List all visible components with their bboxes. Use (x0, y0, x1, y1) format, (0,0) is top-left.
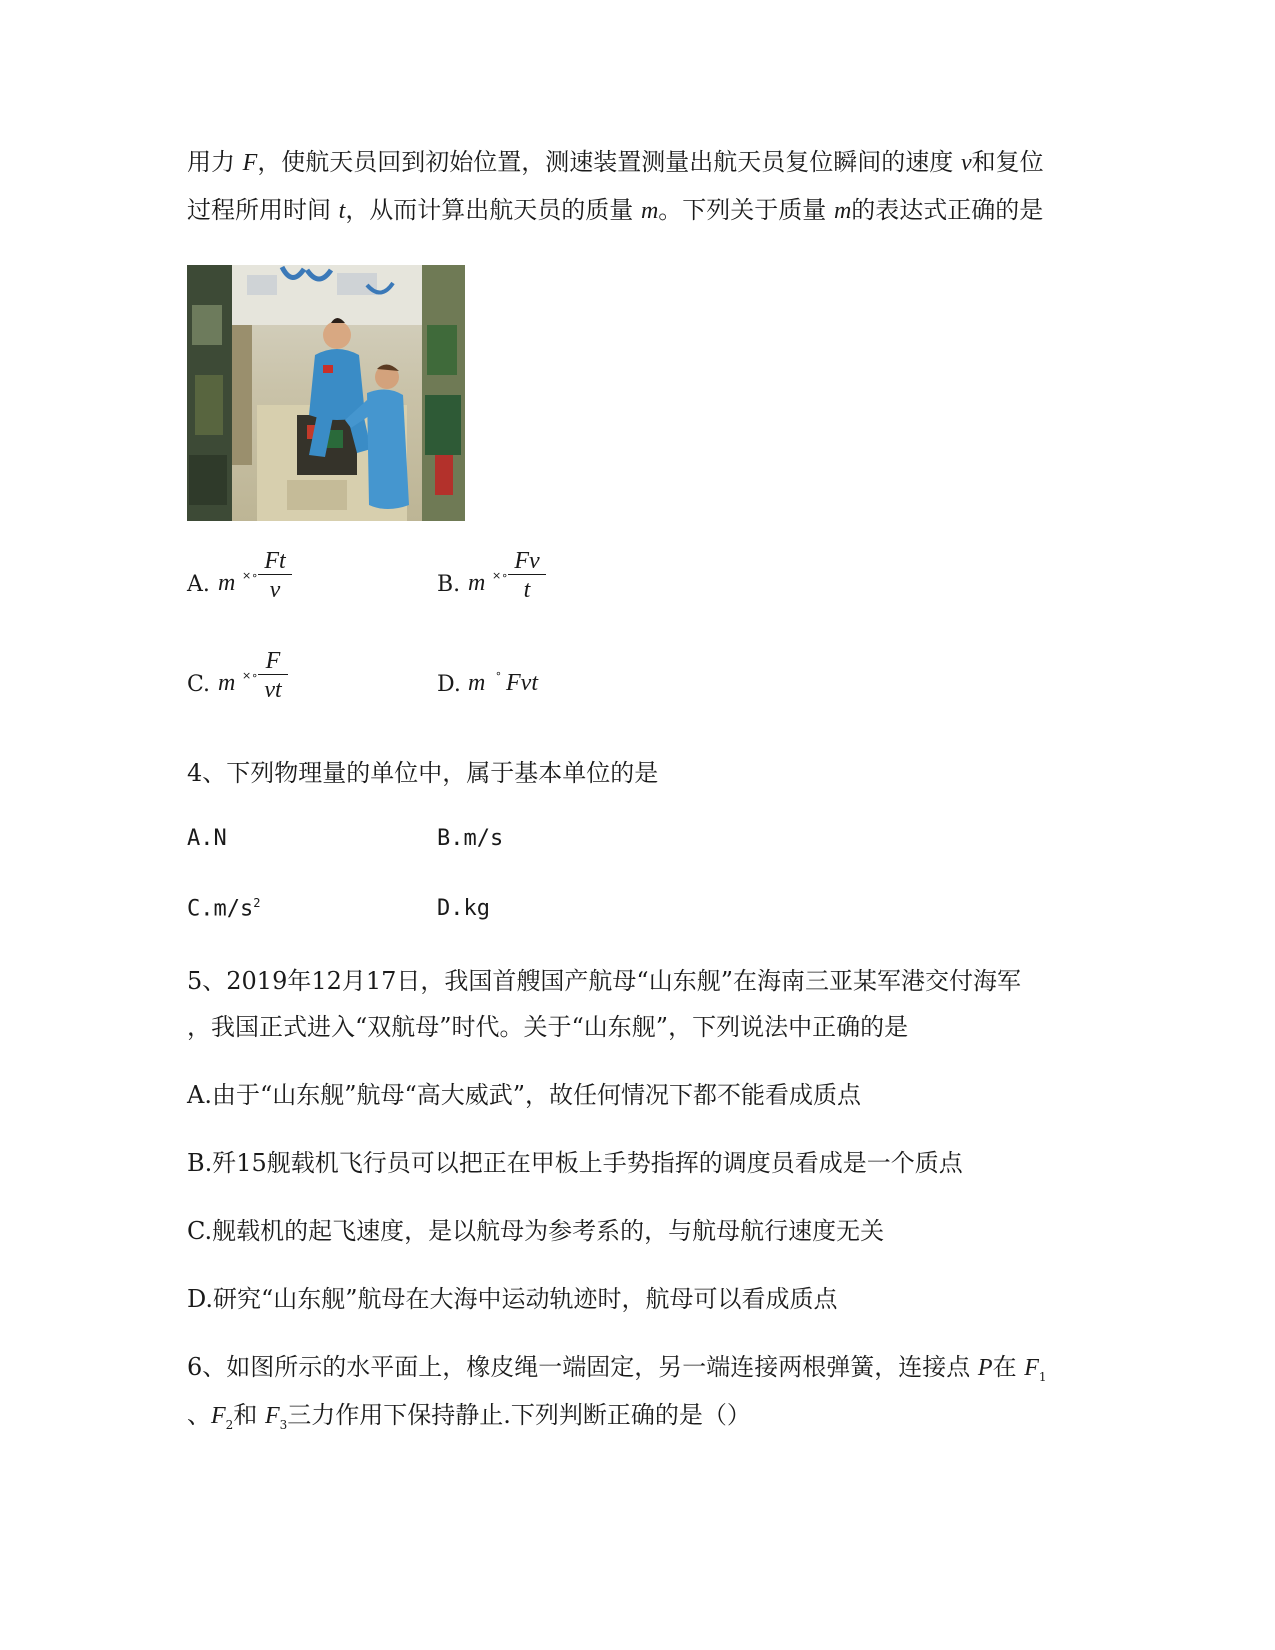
q3-option-d-label: D. (437, 672, 461, 697)
q5-option-d: D.研究“山东舰”航母在大海中运动轨迹时，航母可以看成质点 (187, 1285, 838, 1313)
q3-option-d-var: m (468, 670, 486, 696)
q3-option-c-label: C. (187, 672, 211, 697)
q3-option-a-denominator: v (269, 577, 281, 603)
q3-option-b-label: B. (437, 572, 461, 597)
q4-stem: 4、下列物理量的单位中，属于基本单位的是 (187, 759, 659, 787)
q3-option-c-denominator: vt (264, 677, 282, 703)
q3-option-a-fraction (258, 548, 292, 605)
q5-option-b: B.歼15舰载机飞行员可以把正在甲板上手势指挥的调度员看成是一个质点 (187, 1149, 963, 1177)
q3-option-a-numerator: Ft (264, 548, 286, 574)
q3-option-b-denominator: t (523, 577, 531, 603)
q4-option-b: B.m/s (437, 826, 504, 851)
q3-option-c-numerator: F (265, 648, 281, 674)
q6-stem-line2: 、$F_2$和 $F_3$三力作用下保持静止.下列判断正确的是（） (187, 1401, 751, 1432)
q3-text-line1: 用力 F，使航天员回到初始位置，测速装置测量出航天员复位瞬间的速度 v和复位 (187, 148, 1044, 176)
q3-text-line2: 过程所用时间 t，从而计算出航天员的质量 m。下列关于质量 m的表达式正确的是 (187, 196, 1044, 224)
q3-option-a-var: m (218, 570, 236, 596)
q4-option-c (187, 896, 260, 921)
q3-option-d-expression: Fvt (506, 670, 538, 696)
q3-option-a-symbol: ×∘ (242, 569, 259, 582)
q6-stem-line1: 6、如图所示的水平面上，橡皮绳一端固定，另一端连接两根弹簧，连接点 P在 $F_1$ (187, 1353, 1047, 1384)
q3-option-b-var: m (468, 570, 486, 596)
q4-option-c-exponent: 2 (253, 896, 261, 910)
q3-option-a-label: A. (187, 572, 210, 597)
q3-option-b-numerator: Fv (514, 548, 540, 574)
q5-stem-line2: ，我国正式进入“双航母”时代。关于“山东舰”，下列说法中正确的是 (187, 1013, 909, 1041)
q5-option-a: A.由于“山东舰”航母“高大威武”，故任何情况下都不能看成质点 (187, 1081, 862, 1109)
astronaut-photo (187, 265, 465, 521)
q5-stem-line1: 5、2019年12月17日，我国首艘国产航母“山东舰”在海南三亚某军港交付海军 (187, 967, 1021, 995)
q3-option-c-symbol: ×∘ (242, 669, 259, 682)
q3-option-c-fraction (258, 648, 288, 705)
q4-option-c-text: C.m/s (187, 896, 254, 922)
q3-option-c-var: m (218, 670, 236, 696)
q3-option-d-symbol: ∘ (495, 667, 502, 680)
q3-option-b-symbol: ×∘ (492, 569, 509, 582)
q4-option-a: A.N (187, 826, 227, 851)
q3-option-b-fraction (508, 548, 546, 605)
q4-option-d: D.kg (437, 896, 490, 921)
q5-option-c: C.舰载机的起飞速度，是以航母为参考系的，与航母航行速度无关 (187, 1217, 885, 1245)
